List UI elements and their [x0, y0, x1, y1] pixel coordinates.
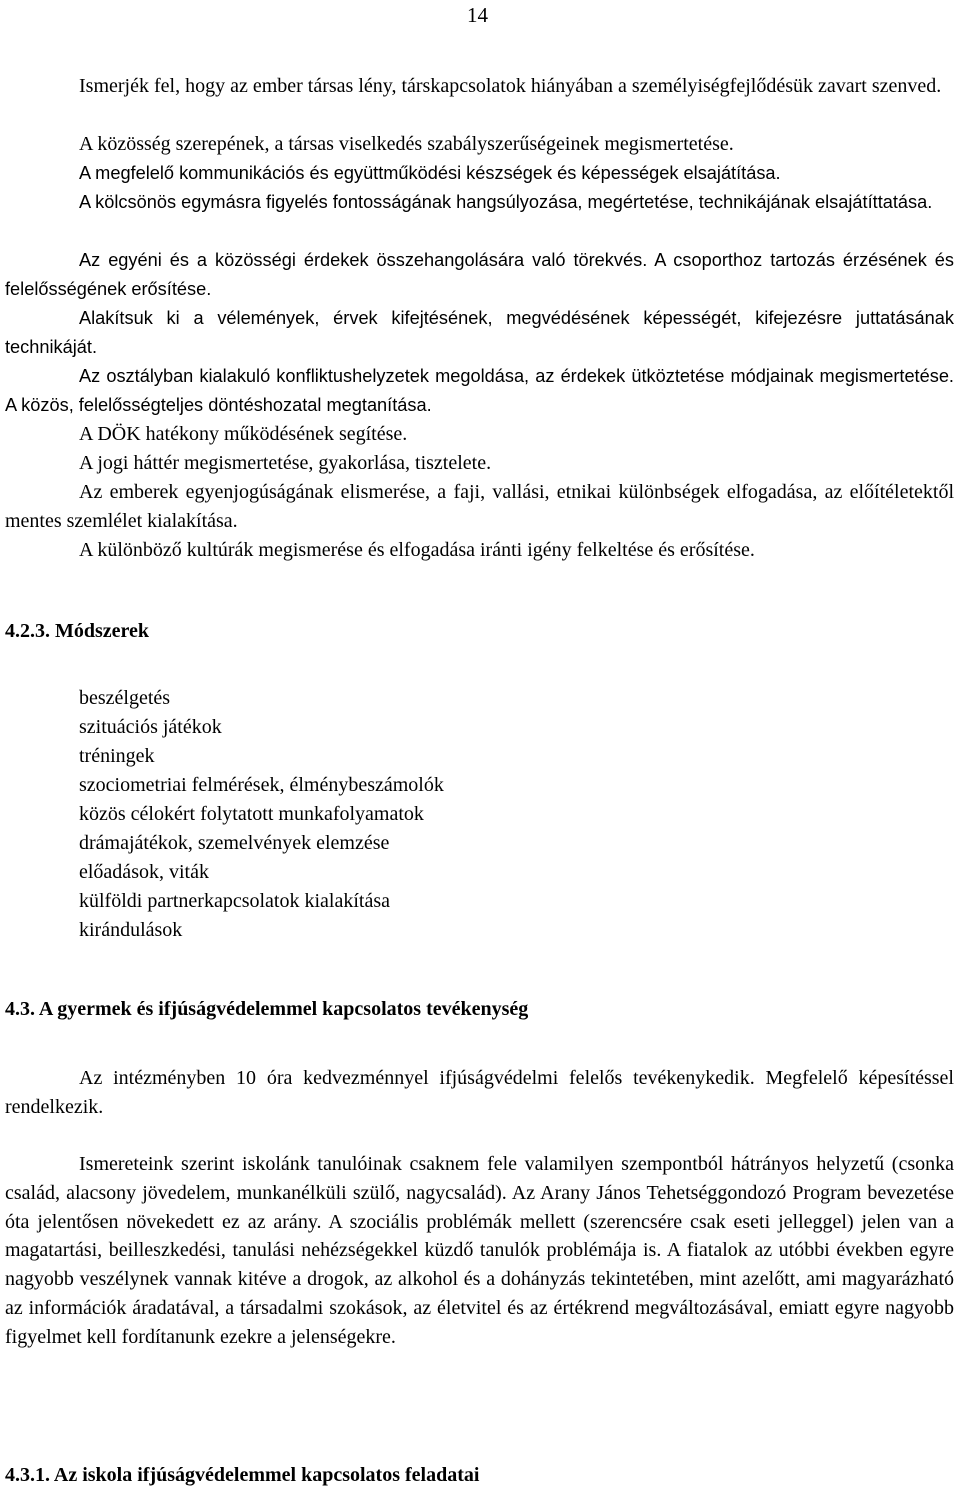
method-item: drámajátékok, szemelvények elemzése — [79, 832, 390, 854]
method-item: tréningek — [79, 745, 155, 767]
intro-paragraph: A különböző kultúrák megismerése és elfogadása iránti igény felkeltése és erősítése. — [79, 539, 755, 561]
method-item: előadások, viták — [79, 861, 209, 883]
methods-list — [79, 684, 444, 945]
section-heading-school-tasks: 4.3.1. Az iskola ifjúságvédelemmel kapcsolatos feladatai — [5, 1464, 480, 1486]
method-item: szituációs játékok — [79, 716, 222, 738]
intro-paragraph: Alakítsuk ki a vélemények, érvek kifejtésének, megvédésének képességét, kifejezésre juttatásának technikáját. — [5, 308, 954, 357]
section-heading-methods: 4.2.3. Módszerek — [5, 620, 150, 642]
child-protection-paragraph-2: Ismereteink szerint iskolánk tanulóinak csaknem fele valamilyen szempontból hátrányos helyzetű (csonka család, alacsony jövedelem, munkanélküli szülő, nagycsalád). Az Arany János Tehetséggondozó Program bevezetése óta jelentősen növekedett ez az arány. A szociális problémák mellett (szerencsére csak eseti jelleggel) jelen van a magatartási, beilleszkedési, tanulási nehézségekkel küzdő tanulók problémája is. A fiatalok az utóbbi években egyre nagyobb veszélynek vannak kitéve a drogok, az alkohol és a dohányzás tekintetében, mint azelőtt, ami magyarázható az információk áradatával, a társadalmi szokások, az életvitel és az értékrend megváltozásával, emiatt egyre nagyobb figyelmet kell fordítanunk ezekre a jelenségekre. — [5, 1153, 954, 1348]
page-number: 14 — [467, 3, 488, 27]
child-protection-paragraph-1: Az intézményben 10 óra kedvezménnyel ifjúságvédelmi felelős tevékenykedik. Megfelelő képesítéssel rendelkezik. — [5, 1067, 954, 1118]
intro-paragraph: A jogi háttér megismertetése, gyakorlása, tisztelete. — [79, 452, 492, 474]
method-item: kirándulások — [79, 919, 183, 941]
intro-paragraph: A megfelelő kommunikációs és együttműködési készségek és képességek elsajátítása. — [79, 163, 781, 183]
method-item: beszélgetés — [79, 687, 171, 709]
intro-paragraph: A DÖK hatékony működésének segítése. — [79, 423, 408, 445]
intro-paragraph: Az egyéni és a közösségi érdekek összehangolására való törekvés. A csoporthoz tartozás érzésének és felelősségének erősítése. — [5, 250, 954, 299]
section-heading-child-protection: 4.3. A gyermek és ifjúságvédelemmel kapcsolatos tevékenység — [5, 998, 529, 1020]
method-item: külföldi partnerkapcsolatok kialakítása — [79, 890, 391, 912]
intro-paragraph: Az osztályban kialakuló konfliktushelyzetek megoldása, az érdekek ütköztetése módjainak megismertetése. A közös, felelősségteljes döntéshozatal megtanítása. — [5, 366, 954, 415]
method-item: szociometriai felmérések, élménybeszámolók — [79, 774, 444, 796]
intro-paragraph: A kölcsönös egymásra figyelés fontosságának hangsúlyozása, megértetése, technikájának elsajátíttatása. — [79, 192, 933, 212]
intro-paragraph: A közösség szerepének, a társas viselkedés szabályszerűségeinek megismertetése. — [79, 133, 734, 155]
method-item: közös célokért folytatott munkafolyamatok — [79, 803, 424, 825]
intro-paragraph: Az emberek egyenjogúságának elismerése, a faji, vallási, etnikai különbségek elfogadása, az előítéletektől mentes szemlélet kialakítása. — [5, 481, 954, 532]
intro-paragraph: Ismerjék fel, hogy az ember társas lény, társkapcsolatok hiányában a személyiségfejlődésük zavart szenved. — [79, 75, 942, 97]
